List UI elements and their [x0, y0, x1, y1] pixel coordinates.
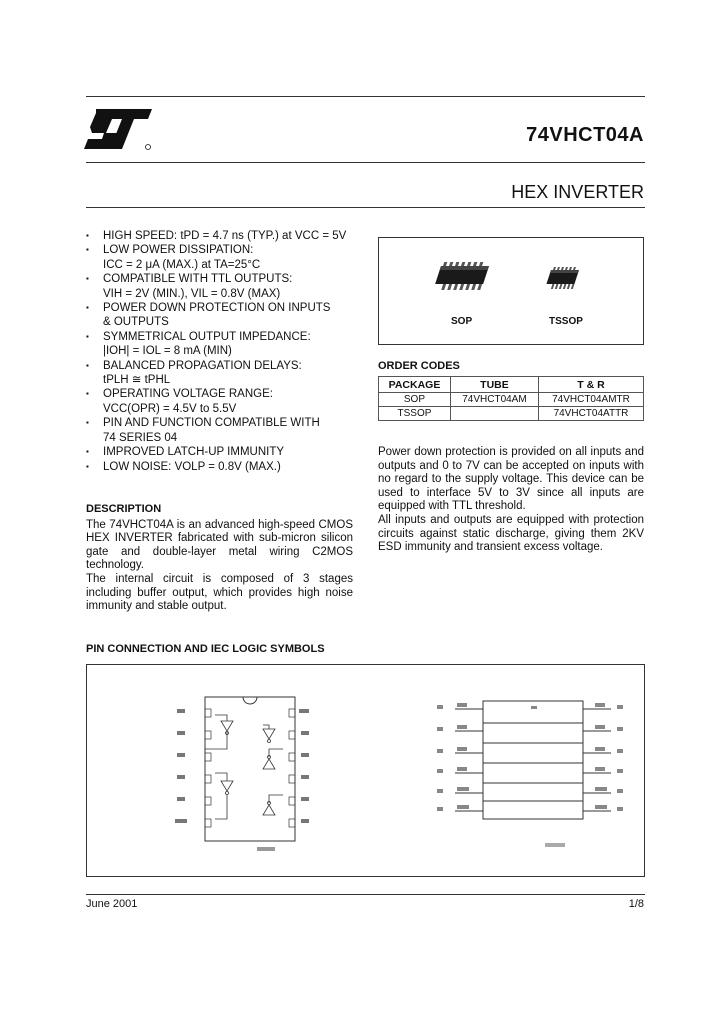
feature-text: HIGH SPEED: tPD = 4.7 ns (TYP.) at VCC = 5V: [103, 230, 347, 242]
top-rule: [86, 96, 645, 97]
order-codes-heading: ORDER CODES: [378, 360, 460, 372]
st-logo-icon: [82, 107, 154, 151]
table-row: [379, 393, 644, 407]
description-text: The 74VHCT04A is an advanced high-speed CMOS HEX INVERTER fabricated with sub-micron silicon gate and double-layer metal wiring C2MOS technology.: [86, 518, 353, 572]
description-text-2: The internal circuit is composed of 3 stages including buffer output, which provides high noise immunity and stable output.: [86, 572, 353, 613]
feature-item: [86, 243, 366, 272]
feature-text: IMPROVED LATCH-UP IMMUNITY: [103, 446, 285, 459]
feature-item: [86, 301, 366, 330]
footer-date: June 2001: [86, 898, 138, 910]
feature-text: SYMMETRICAL OUTPUT IMPEDANCE:: [103, 330, 311, 343]
feature-text: PIN AND FUNCTION COMPATIBLE WITH: [103, 417, 320, 430]
feature-detail: tPLH ≅ tPHL: [103, 374, 171, 387]
table-row: [379, 407, 644, 421]
feature-item: [86, 445, 366, 459]
feature-item: [86, 229, 366, 243]
feature-item: [86, 272, 366, 301]
description-heading: DESCRIPTION: [86, 503, 162, 515]
feature-text: BALANCED PROPAGATION DELAYS:: [103, 359, 302, 372]
feature-item: [86, 460, 366, 474]
table-cell: 74VHCT04ATTR: [538, 407, 643, 421]
order-codes-table: [378, 376, 644, 421]
feature-detail: 74 SERIES 04: [103, 431, 178, 444]
tssop-label: TSSOP: [549, 316, 583, 327]
description: [86, 503, 353, 614]
feature-text: POWER DOWN PROTECTION ON INPUTS: [103, 302, 331, 315]
column-header: T & R: [538, 377, 643, 393]
table-cell: SOP: [379, 393, 451, 407]
page-subtitle: HEX INVERTER: [511, 182, 644, 202]
column-header: TUBE: [450, 377, 538, 393]
column-header: PACKAGE: [379, 377, 451, 393]
protection-paragraph: [378, 446, 644, 555]
package-chip-icons: [379, 238, 643, 344]
feature-text: LOW POWER DISSIPATION:: [103, 244, 254, 257]
feature-detail: & OUTPUTS: [103, 316, 169, 329]
footer-rule: [86, 894, 645, 895]
table-cell: 74VHCT04AMTR: [538, 393, 643, 407]
feature-detail: |IOH| = IOL = 8 mA (MIN): [103, 345, 232, 358]
feature-item: [86, 416, 366, 445]
esd-text: All inputs and outputs are equipped with protection circuits against static discharge, giving them 2KV ESD immunity and transient excess voltage.: [378, 513, 644, 554]
header-rule: [86, 162, 645, 163]
pin-section-heading: PIN CONNECTION AND IEC LOGIC SYMBOLS: [86, 643, 325, 655]
feature-item: [86, 330, 366, 359]
table-cell: [450, 407, 538, 421]
package-images: [378, 237, 644, 345]
feature-text: COMPATIBLE WITH TTL OUTPUTS:: [103, 273, 293, 286]
feature-detail: ICC = 2 μA (MAX.) at TA=25°C: [103, 258, 261, 271]
feature-item: [86, 387, 366, 416]
table-cell: TSSOP: [379, 407, 451, 421]
features-list: [86, 229, 366, 474]
feature-detail: VIH = 2V (MIN.), VIL = 0.8V (MAX): [103, 287, 281, 300]
feature-detail: VCC(OPR) = 4.5V to 5.5V: [103, 402, 237, 415]
subtitle-rule: [86, 207, 645, 208]
feature-item: [86, 359, 366, 388]
feature-text: LOW NOISE: VOLP = 0.8V (MAX.): [103, 460, 281, 473]
page-number: 1/8: [628, 898, 644, 910]
pin-connection-diagram: [87, 665, 644, 876]
part-number: 74VHCT04A: [526, 124, 644, 146]
sop-label: SOP: [451, 316, 473, 327]
pin-diagram-box: [86, 664, 645, 877]
protection-text: Power down protection is provided on all inputs and outputs and 0 to 7V can be accepted on inputs with no regard to the supply voltage. This device can be used to interface 5V to 3V since all inputs are equipped with TTL threshold.: [378, 446, 644, 513]
table-cell: 74VHCT04AM: [450, 393, 538, 407]
feature-text: OPERATING VOLTAGE RANGE:: [103, 388, 273, 401]
